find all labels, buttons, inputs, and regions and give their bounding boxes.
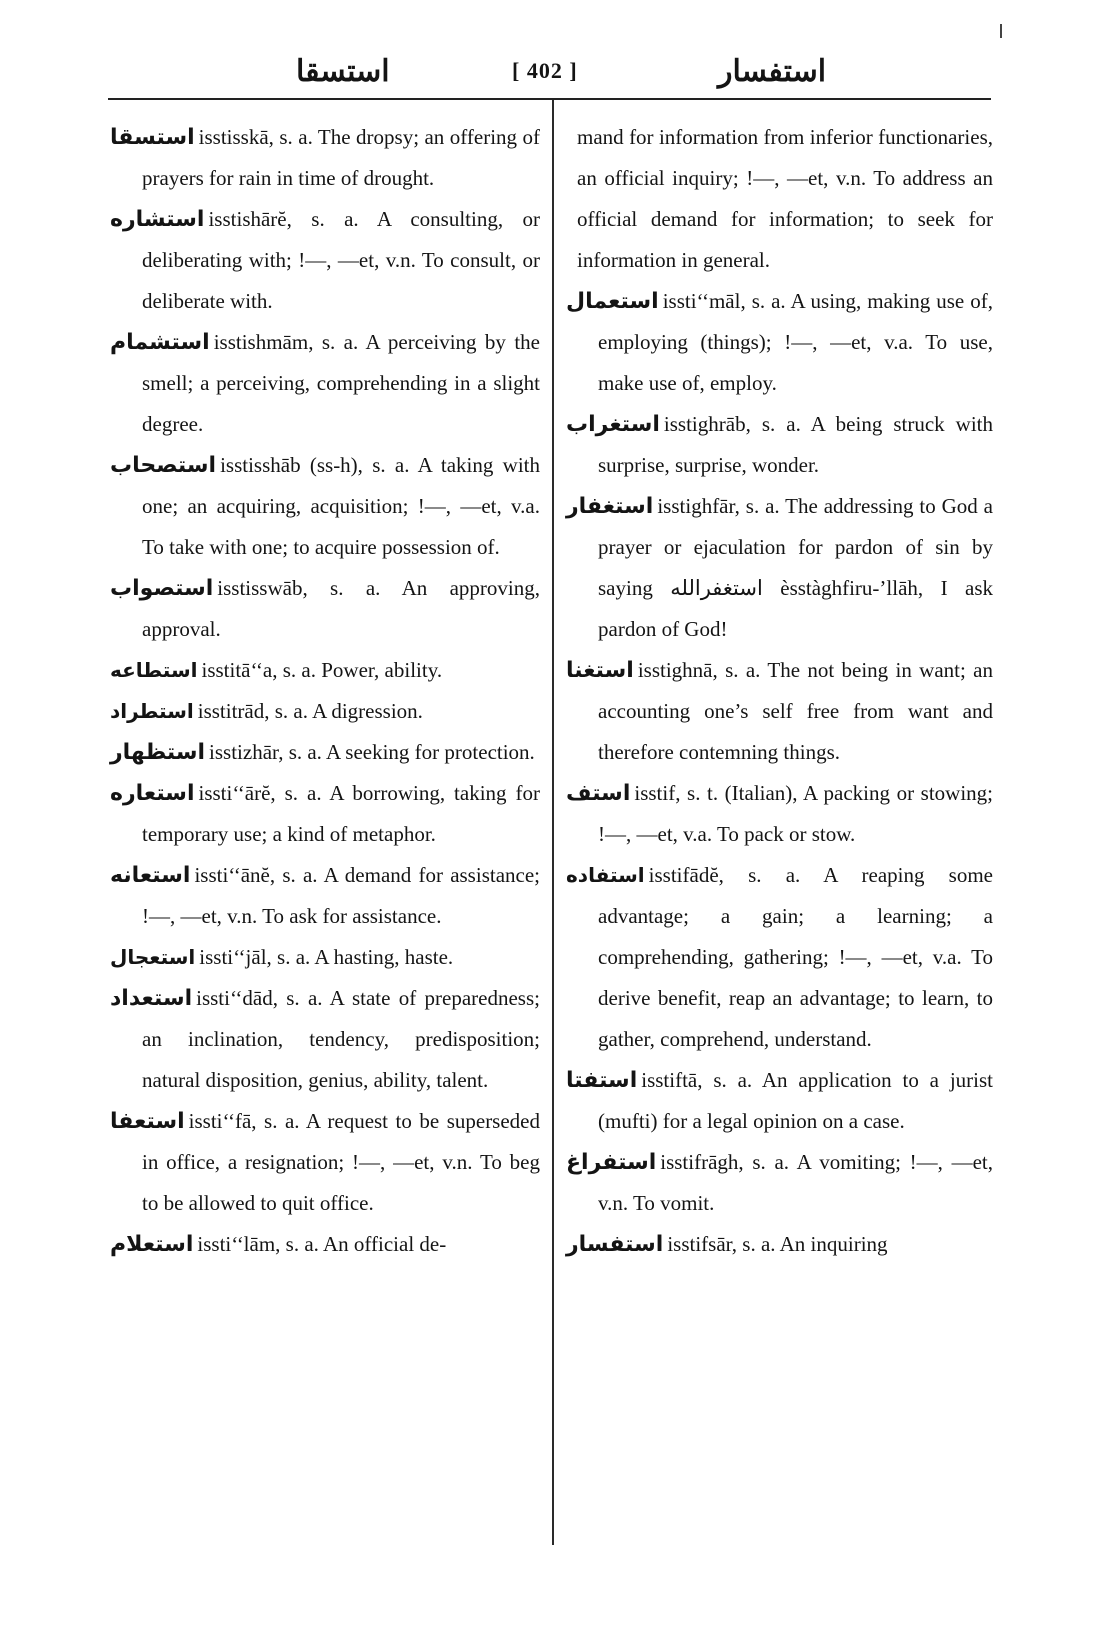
dictionary-entry: [110, 1224, 540, 1265]
entry-definition: isstitrād, s. a. A digression.: [197, 699, 423, 723]
entry-definition: isstif, s. t. (Italian), A packing or stowing; !—, —et, v.a. To pack or stow.: [598, 781, 993, 846]
dictionary-entry: [110, 117, 540, 199]
page-number: [ 402 ]: [512, 58, 578, 83]
entry-arabic-headword: استفاده: [566, 863, 645, 887]
dictionary-entry: [110, 568, 540, 650]
dictionary-entry: [110, 732, 540, 773]
dictionary-entry: [566, 650, 993, 773]
entry-arabic-headword: استفتا: [566, 1068, 638, 1093]
entry-arabic-headword: استغنا: [566, 658, 634, 683]
entry-definition: issti‘‘ārĕ, s. a. A borrowing, taking for temporary use; a kind of metaphor.: [142, 781, 540, 846]
dictionary-entry: [566, 855, 993, 1060]
entry-arabic-headword: استعمال: [566, 289, 659, 314]
dictionary-entry: [110, 691, 540, 732]
dictionary-entry: [110, 445, 540, 568]
entry-arabic-headword: استشمام: [110, 330, 210, 355]
column-divider: [552, 100, 554, 1545]
entry-definition: isstifrāgh, s. a. A vomiting; !—, —et, v.n. To vomit.: [598, 1150, 993, 1215]
entry-definition: isstitā‘‘a, s. a. Power, ability.: [201, 658, 443, 682]
entry-arabic-headword: استغراب: [566, 412, 660, 437]
entry-definition: isstiftā, s. a. An application to a jurist (mufti) for a legal opinion on a case.: [598, 1068, 993, 1133]
entry-arabic-headword: استسقا: [110, 125, 195, 150]
entry-definition: issti‘‘māl, s. a. A using, making use of, employing (things); !—, —et, v.a. To use, make use of, employ.: [598, 289, 993, 395]
dictionary-entry: [566, 773, 993, 855]
dictionary-entry: [110, 855, 540, 937]
entry-arabic-headword: استفراغ: [566, 1150, 657, 1175]
entry-arabic-headword: استغفار: [566, 494, 654, 519]
entry-definition: issti‘‘lām, s. a. An official de-: [197, 1232, 447, 1256]
entry-definition: isstighnā, s. a. The not being in want; an accounting one’s self free from want and therefore contemning things.: [598, 658, 993, 764]
entry-definition: issti‘‘ānĕ, s. a. A demand for assistance; !—, —et, v.n. To ask for assistance.: [142, 863, 540, 928]
entry-arabic-headword: استعجال: [110, 945, 196, 969]
dictionary-entry: [566, 486, 993, 650]
entry-definition: isstifādĕ, s. a. A reaping some advantage; a gain; a learning; a comprehending, gathering; !—, —et, v.a. To derive benefit, reap an advantage; to learn, to gather, comprehend, understand.: [598, 863, 993, 1051]
entry-arabic-headword: استعانه: [110, 863, 191, 888]
dictionary-entry: [110, 199, 540, 322]
dictionary-entry: [110, 322, 540, 445]
entry-definition: issti‘‘fā, s. a. A request to be superseded in office, a resignation; !—, —et, v.n. To beg to be allowed to quit office.: [142, 1109, 540, 1215]
right-column: [566, 117, 993, 1265]
entry-definition: isstisswāb, s. a. An approving, approval.: [142, 576, 540, 641]
entry-definition: issti‘‘dād, s. a. A state of preparedness; an inclination, tendency, predisposition; natural disposition, genius, ability, talent.: [142, 986, 540, 1092]
entry-arabic-headword: استظهار: [110, 740, 206, 765]
dictionary-entry: [566, 1060, 993, 1142]
entry-definition: isstisskā, s. a. The dropsy; an offering of prayers for rain in time of drought.: [142, 125, 540, 190]
header-right-catchword: استفسار: [718, 55, 827, 88]
dictionary-entry: [110, 650, 540, 691]
dictionary-entry: [566, 404, 993, 486]
header-left-catchword: استسقا: [296, 55, 390, 88]
entry-arabic-headword: استعفا: [110, 1109, 185, 1134]
entry-arabic-headword: استعداد: [110, 986, 193, 1011]
entry-definition: isstizhār, s. a. A seeking for protection.: [209, 740, 535, 764]
entry-arabic-headword: استعاره: [110, 781, 195, 806]
left-column: [110, 117, 540, 1265]
entry-definition: isstishmām, s. a. A perceiving by the smell; a perceiving, comprehending in a slight degree.: [142, 330, 540, 436]
entry-arabic-headword: استف: [566, 781, 631, 806]
entry-definition: isstifsār, s. a. An inquiring: [667, 1232, 888, 1256]
continued-definition: mand for information from inferior functionaries, an official inquiry; !—, —et, v.n. To address an official demand for information; to seek for information in general.: [577, 125, 993, 272]
entry-arabic-headword: استطاعه: [110, 658, 198, 682]
entry-definition: isstighfār, s. a. The addressing to God a prayer or ejaculation for pardon of sin by saying استغفرالله èsstàghfiru-’llāh, I ask pardon of God!: [598, 494, 993, 641]
dictionary-entry: [110, 937, 540, 978]
dictionary-entry: [110, 773, 540, 855]
entry-arabic-headword: استفسار: [566, 1232, 664, 1257]
page-edge-mark: [1000, 24, 1002, 38]
header-rule: [108, 98, 991, 100]
entry-arabic-headword: استشاره: [110, 207, 205, 232]
entry-arabic-headword: استصواب: [110, 576, 214, 601]
entry-definition: issti‘‘jāl, s. a. A hasting, haste.: [199, 945, 454, 969]
entry-arabic-headword: استصحاب: [110, 453, 217, 478]
entry-arabic-headword: استعلام: [110, 1232, 194, 1257]
dictionary-entry: [566, 281, 993, 404]
entry-definition: isstishārĕ, s. a. A consulting, or deliberating with; !—, —et, v.n. To consult, or deliberate with.: [142, 207, 540, 313]
dictionary-entry: [566, 1142, 993, 1224]
dictionary-entry: [566, 1224, 993, 1265]
dictionary-entry: [110, 978, 540, 1101]
entry-definition: isstighrāb, s. a. A being struck with surprise, surprise, wonder.: [598, 412, 993, 477]
entry-definition: isstisshāb (ss-h), s. a. A taking with one; an acquiring, acquisition; !—, —et, v.a. To take with one; to acquire possession of.: [142, 453, 540, 559]
dictionary-entry: [110, 1101, 540, 1224]
entry-arabic-headword: استطراد: [110, 699, 194, 723]
